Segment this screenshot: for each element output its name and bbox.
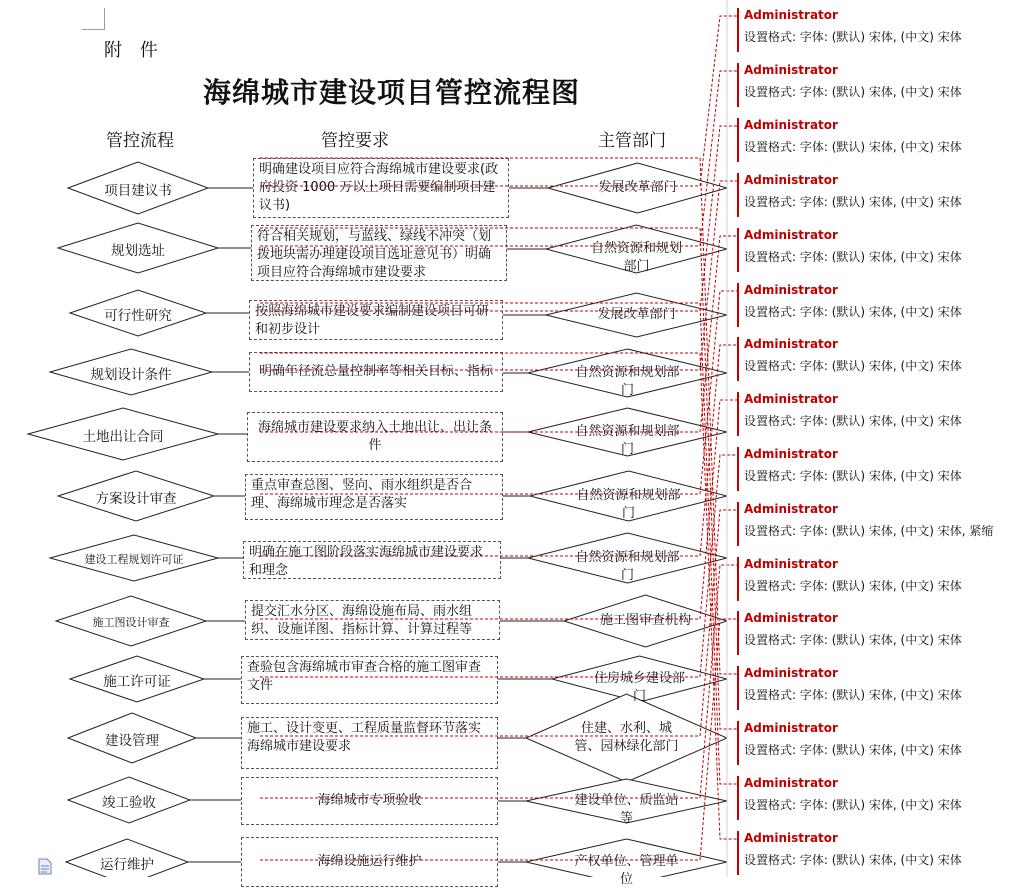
- comment-author: Administrator: [744, 118, 838, 132]
- department-label: 施工图审查机构: [599, 613, 691, 628]
- requirement-box: 符合相关规划，与蓝线、绿线不冲突（划拨地块需办理建设项目选址意见书）明确项目应符合海绵城市建设要求: [251, 225, 507, 281]
- comment-text: 设置格式: 字体: (默认) 宋体, (中文) 宋体: [744, 688, 962, 702]
- comment-bar: [737, 721, 739, 765]
- comment-author: Administrator: [744, 776, 838, 790]
- comment-balloon[interactable]: [744, 392, 1021, 442]
- process-step-label: 项目建议书: [104, 183, 172, 199]
- comment-text: 设置格式: 字体: (默认) 宋体, (中文) 宋体: [744, 579, 962, 593]
- requirement-box: 明确建设项目应符合海绵城市建设要求(政府投资 1000 万以上项目需要编制项目建议书): [253, 158, 509, 218]
- comment-author: Administrator: [744, 611, 838, 625]
- comment-bar: [737, 173, 739, 217]
- attachment-label: 附 件: [104, 40, 164, 61]
- comment-text: 设置格式: 字体: (默认) 宋体, (中文) 宋体: [744, 305, 962, 319]
- process-step-label: 施工图设计审查: [92, 616, 170, 629]
- comment-bar: [737, 611, 739, 655]
- comment-bar: [737, 337, 739, 381]
- department-label: 自然资源和规划部门: [575, 365, 680, 398]
- comment-author: Administrator: [744, 557, 838, 571]
- requirement-box: 明确在施工图阶段落实海绵城市建设要求和理念: [243, 541, 501, 579]
- column-header-process: 管控流程: [106, 131, 174, 151]
- comment-text: 设置格式: 字体: (默认) 宋体, (中文) 宋体: [744, 798, 962, 812]
- comment-author: Administrator: [744, 337, 838, 351]
- process-step-label: 方案设计审查: [95, 491, 177, 507]
- department-label: 自然资源和规划部门: [576, 488, 681, 521]
- comment-balloon[interactable]: [744, 63, 1021, 113]
- comment-bar: [737, 502, 739, 546]
- comment-balloon[interactable]: [744, 776, 1021, 826]
- process-step-label: 建设工程规划许可证: [84, 553, 184, 566]
- requirement-box: 海绵城市专项验收: [241, 777, 498, 825]
- comment-balloon[interactable]: [744, 118, 1021, 168]
- comment-balloon[interactable]: [744, 228, 1021, 278]
- requirement-box: 重点审查总图、竖向、雨水组织是否合理、海绵城市理念是否落实: [245, 474, 503, 520]
- process-step-label: 规划设计条件: [90, 367, 172, 383]
- comment-balloon[interactable]: [744, 502, 1021, 552]
- comment-bar: [737, 8, 739, 52]
- comment-author: Administrator: [744, 392, 838, 406]
- comment-author: Administrator: [744, 173, 838, 187]
- column-header-department: 主管部门: [598, 131, 666, 151]
- comment-text: 设置格式: 字体: (默认) 宋体, (中文) 宋体: [744, 414, 962, 428]
- comment-bar: [737, 831, 739, 875]
- process-step-label: 竣工验收: [102, 795, 156, 811]
- comment-author: Administrator: [744, 447, 838, 461]
- comment-text: 设置格式: 字体: (默认) 宋体, (中文) 宋体: [744, 195, 962, 209]
- comment-bar: [737, 447, 739, 491]
- comment-text: 设置格式: 字体: (默认) 宋体, (中文) 宋体: [744, 250, 962, 264]
- comment-author: Administrator: [744, 721, 838, 735]
- process-step-label: 施工许可证: [103, 674, 171, 690]
- department-label: 产权单位、管理单位: [574, 854, 679, 887]
- comment-author: Administrator: [744, 228, 838, 242]
- department-label: 建设单位、质监站等: [574, 793, 679, 826]
- comment-balloon[interactable]: [744, 721, 1021, 771]
- requirement-box: 按照海绵城市建设要求编制建设项目可研和初步设计: [249, 300, 503, 340]
- comment-text: 设置格式: 字体: (默认) 宋体, (中文) 宋体: [744, 359, 962, 373]
- comment-balloon[interactable]: [744, 8, 1021, 58]
- comment-text: 设置格式: 字体: (默认) 宋体, (中文) 宋体: [744, 469, 962, 483]
- comment-text: 设置格式: 字体: (默认) 宋体, (中文) 宋体: [744, 743, 962, 757]
- comment-balloon[interactable]: [744, 337, 1021, 387]
- comment-bar: [737, 63, 739, 107]
- comment-bar: [737, 283, 739, 327]
- department-label: 住房城乡建设部门: [593, 671, 685, 704]
- comment-text: 设置格式: 字体: (默认) 宋体, (中文) 宋体, 紧缩: [744, 524, 994, 538]
- process-step-label: 可行性研究: [104, 308, 172, 324]
- comment-balloon[interactable]: [744, 557, 1021, 607]
- requirement-box: 查验包含海绵城市审查合格的施工图审查文件: [241, 656, 498, 704]
- department-label: 自然资源和规划部门: [590, 241, 682, 274]
- comment-text: 设置格式: 字体: (默认) 宋体, (中文) 宋体: [744, 30, 962, 44]
- comment-author: Administrator: [744, 502, 838, 516]
- comment-bar: [737, 557, 739, 601]
- requirement-box: 海绵设施运行维护: [241, 837, 498, 887]
- comment-author: Administrator: [744, 666, 838, 680]
- department-label: 住建、水利、城管、园林绿化部门: [574, 721, 679, 754]
- comment-author: Administrator: [744, 831, 838, 845]
- comment-balloon[interactable]: [744, 283, 1021, 333]
- comment-bar: [737, 776, 739, 820]
- comment-bar: [737, 392, 739, 436]
- page-title: 海绵城市建设项目管控流程图: [203, 76, 581, 109]
- comment-bar: [737, 228, 739, 272]
- comment-author: Administrator: [744, 8, 838, 22]
- comment-text: 设置格式: 字体: (默认) 宋体, (中文) 宋体: [744, 85, 962, 99]
- comment-balloon[interactable]: [744, 447, 1021, 497]
- column-header-requirements: 管控要求: [321, 131, 389, 151]
- comment-bar: [737, 666, 739, 710]
- requirement-box: 海绵城市建设要求纳入土地出让、出让条件: [247, 412, 503, 462]
- comment-balloon[interactable]: [744, 831, 1021, 881]
- requirement-box: 提交汇水分区、海绵设施布局、雨水组织、设施详图、指标计算、计算过程等: [245, 600, 500, 640]
- process-step-label: 运行维护: [100, 857, 154, 873]
- process-step-label: 建设管理: [105, 733, 159, 749]
- process-step-label: 规划选址: [111, 243, 165, 259]
- process-step-label: 土地出让合同: [82, 429, 164, 445]
- requirement-box: 施工、设计变更、工程质量监督环节落实海绵城市建设要求: [241, 717, 498, 769]
- department-label: 发展改革部门: [598, 180, 677, 195]
- comment-author: Administrator: [744, 283, 838, 297]
- comment-text: 设置格式: 字体: (默认) 宋体, (中文) 宋体: [744, 853, 962, 867]
- comment-balloon[interactable]: [744, 611, 1021, 661]
- comment-author: Administrator: [744, 63, 838, 77]
- comment-balloon[interactable]: [744, 666, 1021, 716]
- department-label: 发展改革部门: [597, 307, 676, 322]
- comment-bar: [737, 118, 739, 162]
- department-label: 自然资源和规划部门: [575, 424, 680, 457]
- comment-text: 设置格式: 字体: (默认) 宋体, (中文) 宋体: [744, 140, 962, 154]
- comment-balloon[interactable]: [744, 173, 1021, 223]
- document-icon[interactable]: [38, 858, 52, 875]
- department-label: 自然资源和规划部门: [575, 550, 680, 583]
- requirement-box: 明确年径流总量控制率等相关目标、指标: [249, 352, 503, 392]
- comment-text: 设置格式: 字体: (默认) 宋体, (中文) 宋体: [744, 633, 962, 647]
